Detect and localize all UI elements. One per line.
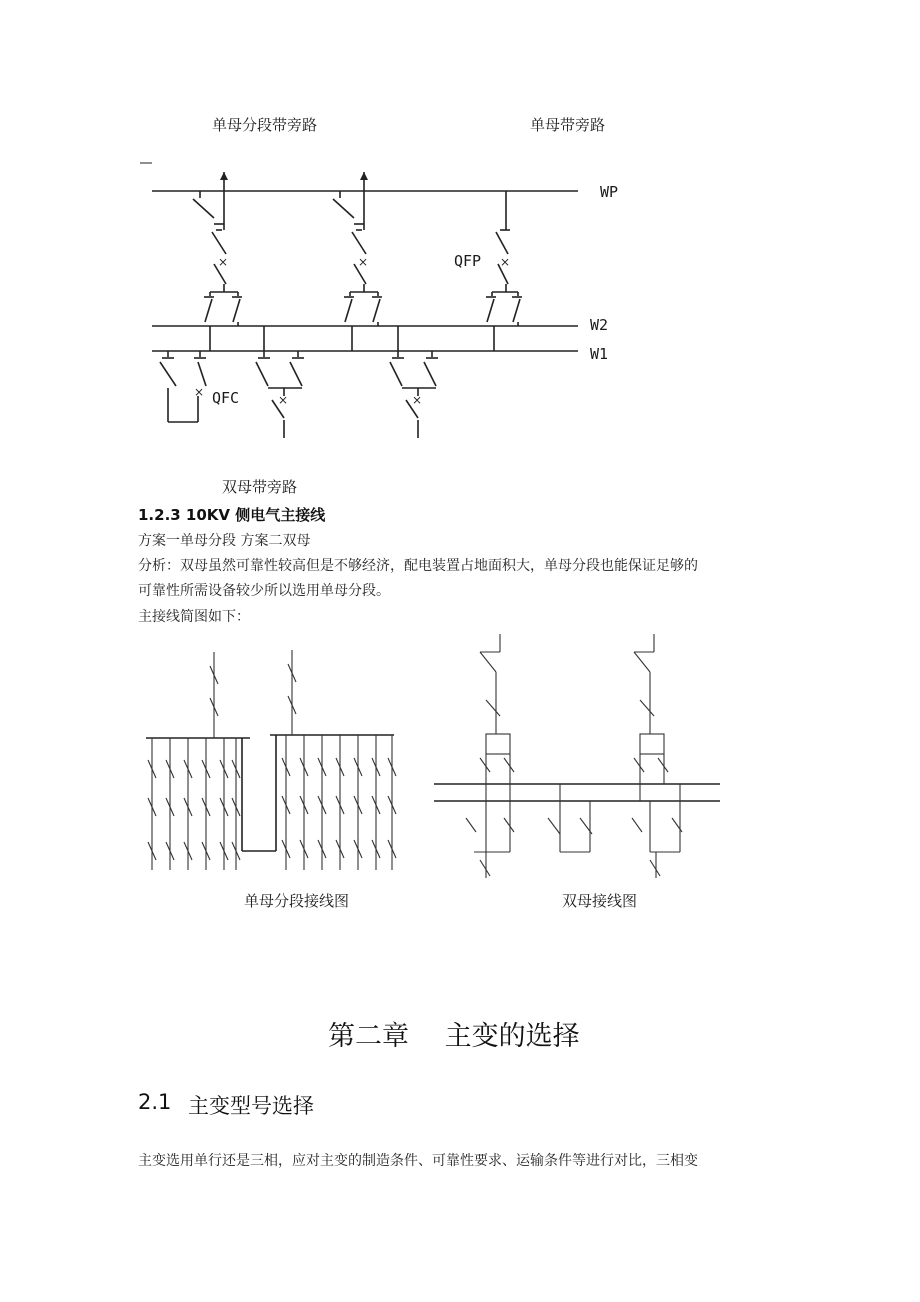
label-wp: WP [600, 183, 619, 201]
caption-double-bus-bypass: 双母带旁路 [222, 478, 298, 496]
caption-single-bus-sectioned-bypass: 单母分段带旁路 [212, 116, 318, 134]
caption-single-bus-bypass: 单母带旁路 [530, 116, 606, 134]
svg-text:×: × [358, 255, 369, 269]
single-bus-feeders-left [148, 738, 240, 870]
single-bus-sectioned-diagram [146, 650, 394, 851]
subsection-number: 2.1 [138, 1090, 172, 1114]
label-w1: W1 [590, 345, 609, 363]
caption-double-bus: 双母接线图 [562, 892, 638, 910]
label-w2: W2 [590, 316, 609, 334]
svg-text:×: × [412, 393, 423, 407]
svg-text:×: × [500, 255, 511, 269]
chapter-title: 第二章 主变的选择 [328, 1021, 580, 1052]
svg-text:×: × [194, 385, 205, 399]
single-bus-feeders-right [282, 735, 396, 870]
body-paragraph: 主变选用单行还是三相，应对主变的制造条件、可靠性要求、运输条件等进行对比，三相变 [138, 1153, 698, 1169]
caption-single-bus-sectioned: 单母分段接线图 [244, 892, 350, 910]
analysis-line-2: 可靠性所需设备较少所以选用单母分段。 [138, 583, 390, 599]
section-heading: 1.2.3 10KV 侧电气主接线 [138, 506, 326, 524]
label-qfc: QFC [212, 389, 240, 407]
intro-paragraph: 主接线简图如下： [138, 609, 250, 625]
subsection-title: 主变型号选择 [188, 1094, 314, 1118]
svg-text:×: × [278, 393, 289, 407]
label-qfp: QFP [454, 252, 482, 270]
analysis-line-1: 分析：双母虽然可靠性较高但是不够经济，配电装置占地面积大，单母分段也能保证足够的 [138, 558, 698, 574]
options-paragraph: 方案一单母分段 方案二双母 [138, 533, 311, 549]
svg-text:×: × [218, 255, 229, 269]
double-bus-diagram [434, 634, 720, 878]
